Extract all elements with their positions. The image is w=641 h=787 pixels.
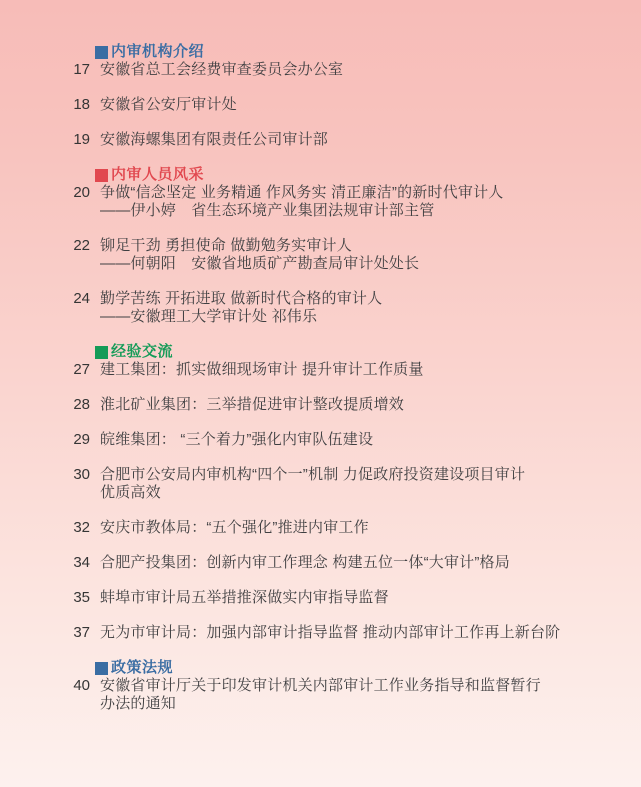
section-title: 经验交流 <box>111 343 174 360</box>
toc-entry <box>68 554 598 572</box>
toc-entry <box>68 131 598 149</box>
entry-title-line: 安庆市教体局：“五个强化”推进内审工作 <box>100 519 369 536</box>
toc-entry <box>68 61 598 79</box>
toc-entry <box>68 519 598 537</box>
entry-page-number: 29 <box>73 431 90 448</box>
entry-page-number: 17 <box>73 61 90 78</box>
section-header-zhengce-fagui <box>95 659 598 677</box>
entry-title <box>100 396 404 414</box>
entry-title <box>100 466 525 502</box>
entry-author-line: ——伊小婷 省生态环境产业集团法规审计部主管 <box>100 202 435 219</box>
section-marker-icon <box>95 662 108 675</box>
entry-title-line: 蚌埠市审计局五举措推深做实内审指导监督 <box>100 589 389 606</box>
entry-page-number: 28 <box>73 396 90 413</box>
entry-title-line: 安徽海螺集团有限责任公司审计部 <box>100 131 329 148</box>
entry-title-line: 皖维集团： “三个着力”强化内审队伍建设 <box>100 431 374 448</box>
entry-title-line: 建工集团：抓实做细现场审计 提升审计工作质量 <box>100 361 424 378</box>
entry-title-line-2: 办法的通知 <box>100 695 177 712</box>
entry-title <box>100 61 343 79</box>
entry-page-number: 18 <box>73 96 90 113</box>
entry-title <box>100 554 510 572</box>
entry-title-line: 争做“信念坚定 业务精通 作风务实 清正廉洁”的新时代审计人 <box>100 184 504 201</box>
section-title: 内审人员风采 <box>111 166 205 183</box>
section-header-neishen-jigou <box>95 43 598 61</box>
entry-title-line: 铆足干劲 勇担使命 做勤勉务实审计人 <box>100 237 352 254</box>
entry-title-line: 安徽省公安厅审计处 <box>100 96 237 113</box>
section-marker-icon <box>95 46 108 59</box>
entry-page-number: 35 <box>73 589 90 606</box>
section-marker-icon <box>95 169 108 182</box>
entry-page-number: 40 <box>73 677 90 694</box>
entry-title <box>100 237 419 273</box>
entry-title <box>100 131 328 149</box>
toc-entry <box>68 396 598 414</box>
entry-page-number: 30 <box>73 466 90 483</box>
toc-entry <box>68 290 598 326</box>
entry-page-number: 20 <box>73 184 90 201</box>
toc-entry <box>68 466 598 502</box>
entry-title-line: 合肥市公安局内审机构“四个一”机制 力促政府投资建设项目审计 <box>100 466 526 483</box>
table-of-contents <box>68 43 598 730</box>
section-title: 政策法规 <box>111 659 174 676</box>
entry-title-line: 合肥产投集团：创新内审工作理念 构建五位一体“大审计”格局 <box>100 554 510 571</box>
toc-entry <box>68 431 598 449</box>
section-marker-icon <box>95 346 108 359</box>
toc-entry <box>68 237 598 273</box>
toc-entry <box>68 624 598 642</box>
entry-page-number: 32 <box>73 519 90 536</box>
entry-title-line-2: 优质高效 <box>100 484 161 501</box>
entry-title-line: 安徽省审计厅关于印发审计机关内部审计工作业务指导和监督暂行 <box>100 677 541 694</box>
toc-entry <box>68 589 598 607</box>
entry-page-number: 27 <box>73 361 90 378</box>
entry-title-line: 勤学苦练 开拓进取 做新时代合格的审计人 <box>100 290 383 307</box>
entry-title <box>100 184 504 220</box>
entry-title <box>100 290 382 326</box>
entry-page-number: 22 <box>73 237 90 254</box>
toc-entry <box>68 184 598 220</box>
toc-entry <box>68 96 598 114</box>
section-header-neishen-renyuan <box>95 166 598 184</box>
entry-title-line: 无为市审计局：加强内部审计指导监督 推动内部审计工作再上新台阶 <box>100 624 561 641</box>
entry-title <box>100 589 389 607</box>
entry-title-line: 淮北矿业集团：三举措促进审计整改提质增效 <box>100 396 405 413</box>
entry-title <box>100 519 369 537</box>
entry-page-number: 24 <box>73 290 90 307</box>
entry-author-line: ——何朝阳 安徽省地质矿产勘查局审计处处长 <box>100 255 420 272</box>
entry-page-number: 19 <box>73 131 90 148</box>
entry-title <box>100 96 237 114</box>
entry-title <box>100 431 373 449</box>
entry-title-line: 安徽省总工会经费审查委员会办公室 <box>100 61 344 78</box>
entry-page-number: 34 <box>73 554 90 571</box>
toc-entry <box>68 677 598 713</box>
entry-author-line: ——安徽理工大学审计处 祁伟乐 <box>100 308 318 325</box>
entry-title <box>100 677 541 713</box>
entry-page-number: 37 <box>73 624 90 641</box>
section-header-jingyan-jiaoliu <box>95 343 598 361</box>
entry-title <box>100 361 424 379</box>
section-title: 内审机构介绍 <box>111 43 205 60</box>
entry-title <box>100 624 560 642</box>
toc-entry <box>68 361 598 379</box>
